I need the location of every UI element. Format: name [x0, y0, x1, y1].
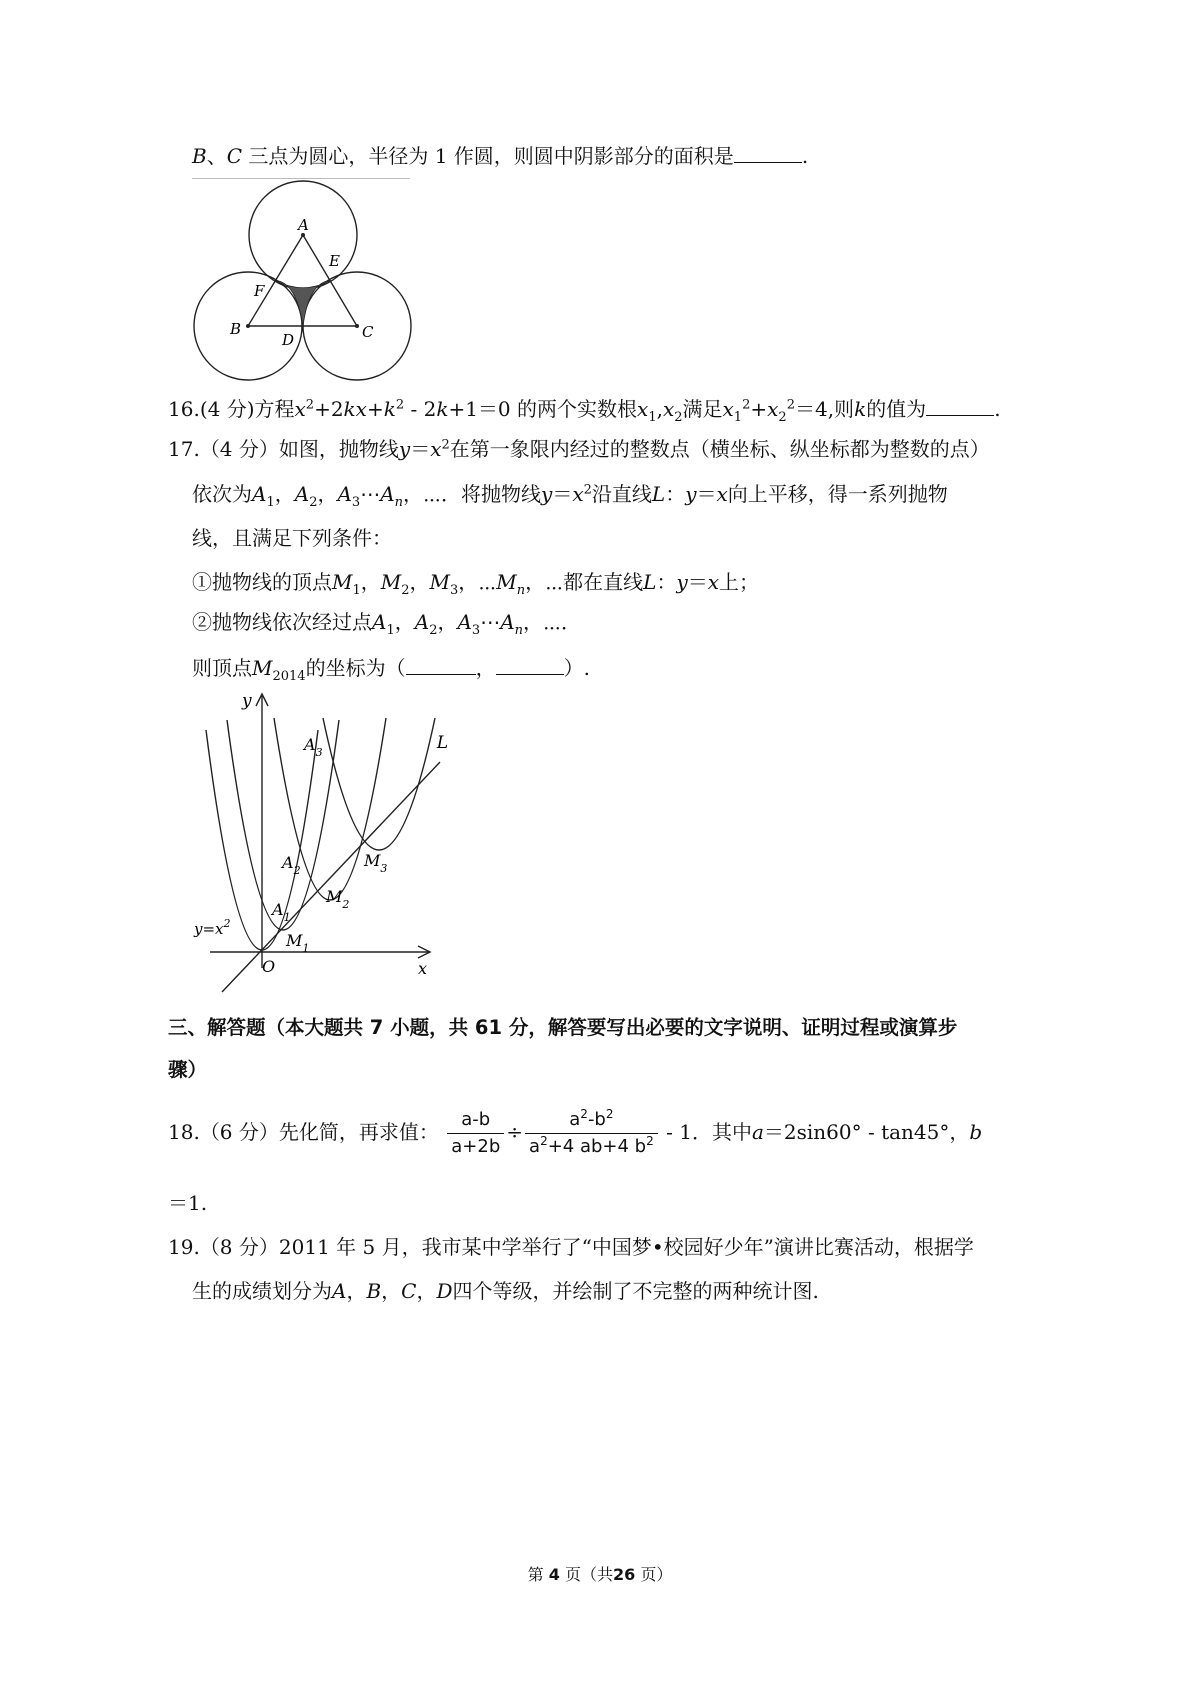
question-18-cont: ＝1. — [168, 1191, 208, 1215]
fraction-1: $\frac{a-b}{a+2b}$ — [447, 1107, 504, 1160]
shaded-region — [276, 281, 331, 327]
question-number: 17. — [168, 437, 200, 461]
page-number: 4 — [548, 1565, 560, 1584]
label-origin: O — [262, 957, 276, 976]
question-17-line3: 线，且满足下列条件： — [192, 526, 392, 550]
answer-blank-y — [496, 652, 564, 675]
label-e: E — [329, 252, 340, 270]
section-heading-cont: 骤） — [168, 1058, 208, 1081]
question-17-line1: 17.（4 分）如图，抛物线$y=x^2$在第一象限内经过的整数点（横坐标、纵坐标都为整数的点） — [168, 437, 990, 461]
label-x: x — [418, 959, 428, 978]
question-score: (4 分)方程 — [199, 397, 295, 421]
question-17-line2: 依次为$A_1$，$A_2$，$A_3\cdots A_n$，⋯．将抛物线$y=x^2$沿直线L：y＝x向上平移，得一系列抛物 — [192, 482, 948, 510]
label-f: F — [254, 282, 265, 300]
question-number: 18. — [168, 1120, 200, 1144]
label-c: C — [362, 323, 374, 341]
label-d: D — [282, 331, 295, 349]
question-19-line2: 生的成绩划分为A，B，C，D四个等级，并绘制了不完整的两种统计图. — [192, 1279, 819, 1303]
label-m3: $M_3$ — [364, 851, 388, 875]
separator: 、 — [206, 144, 227, 168]
q15-text — [192, 140, 808, 171]
label-b: B — [230, 320, 242, 338]
question-17-condition2: ②抛物线依次经过点$A_1$，$A_2$，$A_3\cdots A_n$，⋯． — [192, 610, 582, 638]
fraction-2: $\frac{a^2-b^2}{a^2+4 ab+4 b^2}$ — [525, 1107, 658, 1160]
label-b: B — [192, 144, 207, 168]
answer-blank-x — [406, 652, 476, 675]
page-footer: 第 4 页（共26 页） — [527, 1565, 673, 1584]
label-a3: $A_3$ — [304, 735, 323, 759]
label-a2: $A_2$ — [282, 853, 301, 877]
answer-blank — [734, 140, 802, 163]
page-total: 26 — [612, 1565, 636, 1584]
label-m1: $M_1$ — [286, 931, 310, 955]
q15-end: . — [801, 144, 809, 168]
figure-parabolas — [190, 690, 450, 1000]
label-a1: $A_1$ — [272, 900, 291, 924]
parabola-m3 — [323, 718, 435, 850]
question-18: 18.（6 分）先化简，再求值： $\frac{a-b}{a+2b}$ ÷ $\frac{a^2-b^2}{a^2+4 ab+4 b^2}$ - 1．其中a＝2sin60° - tan45°，b — [168, 1100, 982, 1164]
label-l: L — [436, 733, 448, 753]
answer-blank — [926, 393, 994, 416]
question-number: 19. — [168, 1235, 200, 1259]
label-equation: $y=x^2$ — [194, 917, 231, 938]
q15-body: 三点为圆心，半径为 1 作圆，则圆中阴影部分的面积是 — [242, 144, 734, 168]
question-17-ask: 则顶点$M_{2014}$的坐标为（ ， ）. — [192, 652, 590, 683]
label-y: y — [242, 691, 252, 711]
label-a: A — [298, 216, 309, 234]
label-m2: $M_2$ — [326, 887, 350, 911]
question-number: 16. — [168, 397, 200, 421]
question-19-line1: 19.（8 分）2011 年 5 月，我市某中学举行了“中国梦•校园好少年”演讲比赛活动，根据学 — [168, 1235, 974, 1259]
label-c: C — [226, 144, 243, 168]
figure-three-circles — [190, 178, 420, 383]
parabola-m2 — [274, 718, 386, 900]
question-17-condition1: ①抛物线的顶点$M_1$，$M_2$，$M_3$，$\cdots M_n$，⋯都在直线L：y＝x上； — [192, 570, 760, 598]
section-heading: 三、解答题（本大题共 7 小题，共 61 分，解答要写出必要的文字说明、证明过程或演算步 — [168, 1016, 958, 1039]
question-16: 16.(4 分)方程$x^2+2kx+k^2 - 2k+1=0$ 的两个实数根$x_1,x_2$满足$x_1^2+x_2^2=4$,则k的值为 . — [168, 393, 1001, 424]
